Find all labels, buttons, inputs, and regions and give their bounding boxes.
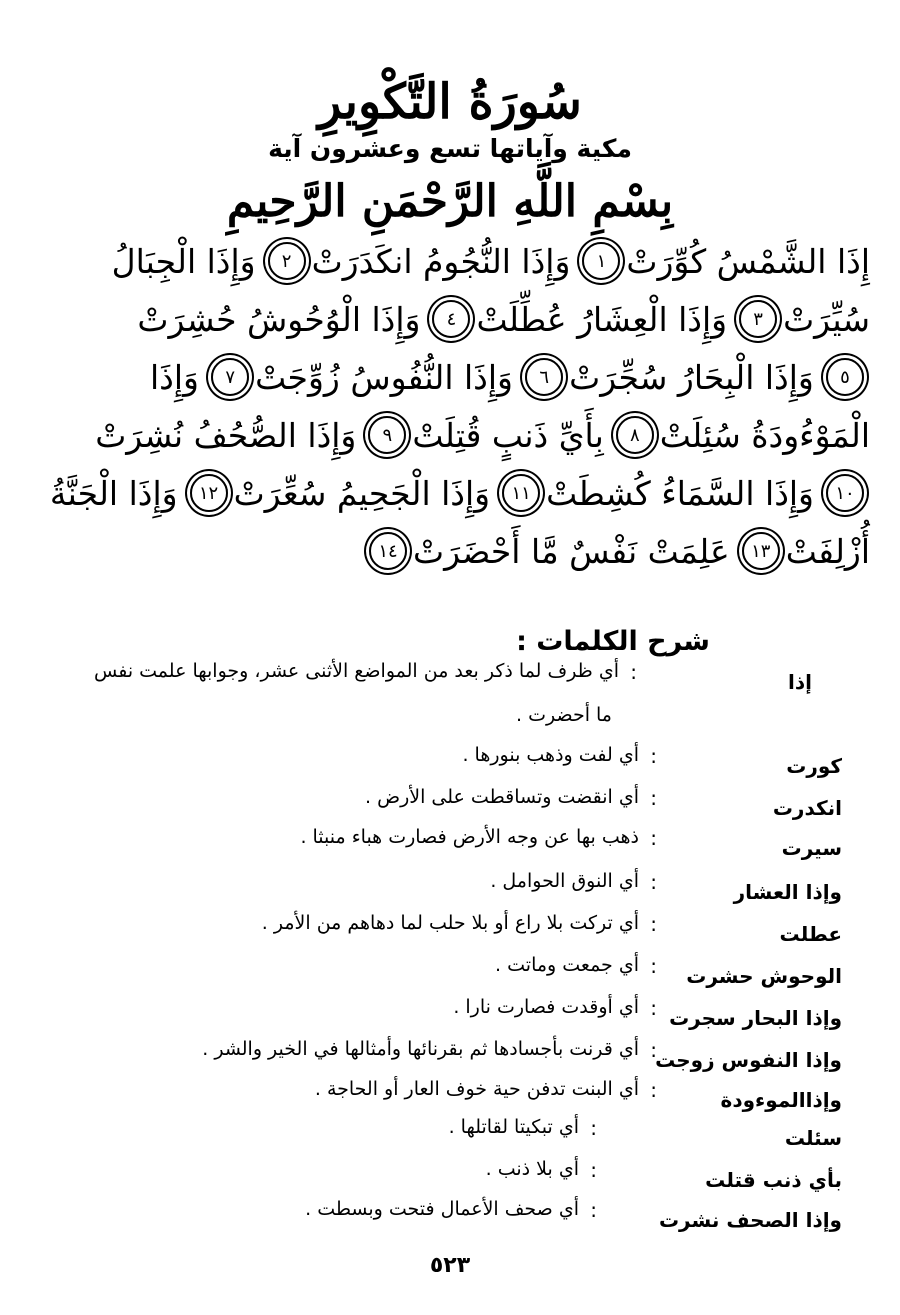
surah-title: سُورَةُ التَّكْوِيرِ	[318, 74, 582, 130]
glossary-definition: أي ظرف لما ذكر بعد من المواضع الأثنى عشر، وجوابها علمت نفس	[93, 660, 619, 682]
verse-segment	[262, 242, 571, 281]
glossary-word: كورت	[786, 754, 842, 778]
verse-text: وَإِذَا	[150, 357, 199, 397]
ayah-number-marker: ٥	[826, 358, 864, 396]
glossary-word: سئلت	[784, 1126, 842, 1150]
basmala: بِسْمِ اللَّهِ الرَّحْمَنِ الرَّحِيمِ	[226, 176, 674, 227]
verse-text: وَإِذَا الصُّحُفُ نُشِرَتْ	[95, 415, 357, 455]
glossary-entry	[0, 996, 900, 1036]
glossary-definition: ذهب بها عن وجه الأرض فصارت هباء منبثا .	[300, 826, 639, 848]
glossary-word: انكدرت	[772, 796, 842, 820]
glossary-colon: :	[650, 996, 657, 1020]
ayah-number-marker: ١٣	[742, 532, 780, 570]
glossary-definition-continuation: ما أحضرت .	[516, 704, 612, 726]
verse-segment	[736, 532, 870, 571]
verse-text: وَإِذَا الْجَحِيمُ سُعِّرَتْ	[233, 473, 491, 513]
glossary-entry	[0, 1116, 900, 1156]
verse-line	[111, 232, 870, 290]
glossary-word: بأي ذنب قتلت	[705, 1168, 842, 1192]
verse-text: عَلِمَتْ نَفْسٌ مَّا أَحْضَرَتْ	[413, 531, 730, 571]
glossary-entry	[0, 912, 900, 952]
verse-line	[150, 348, 870, 406]
verse-text: وَإِذَا الْجَنَّةُ	[49, 473, 178, 513]
ayah-number-marker: ٣	[739, 300, 777, 338]
glossary-word: وإذا العشار	[733, 880, 842, 904]
glossary-definition: أي جمعت وماتت .	[495, 954, 639, 976]
verse-segment	[820, 474, 870, 512]
glossary-word: وإذا النفوس زوجت	[655, 1048, 842, 1072]
verse-text: وَإِذَا النُّجُومُ انكَدَرَتْ	[311, 241, 571, 281]
glossary-entry	[0, 786, 900, 826]
glossary-colon: :	[590, 1116, 597, 1140]
verse-text: وَإِذَا الْعِشَارُ عُطِّلَتْ	[476, 299, 728, 339]
verses-block	[49, 232, 870, 580]
verse-segment	[137, 300, 420, 339]
glossary-definition: أي النوق الحوامل .	[490, 870, 639, 892]
glossary-definition: أي البنت تدفن حية خوف العار أو الحاجة .	[314, 1078, 639, 1100]
verse-segment	[205, 358, 513, 397]
glossary-definition: أي قرنت بأجسادها ثم بقرنائها وأمثالها في الخير والشر .	[202, 1038, 639, 1060]
glossary-colon: :	[650, 954, 657, 978]
verse-line	[137, 290, 870, 348]
verse-text: وَإِذَا النُّفُوسُ زُوِّجَتْ	[255, 357, 513, 397]
ayah-number-marker: ٢	[268, 242, 306, 280]
verse-line	[49, 464, 870, 522]
glossary-word: الوحوش حشرت	[686, 964, 842, 988]
verse-segment	[496, 474, 814, 513]
glossary-entry	[0, 1198, 900, 1238]
ayah-number-marker: ١٠	[826, 474, 864, 512]
glossary-entry	[0, 870, 900, 910]
surah-subtitle: مكية وآياتها تسع وعشرون آية	[268, 134, 632, 163]
glossary-colon: :	[650, 744, 657, 768]
glossary-word: إذا	[788, 670, 812, 694]
glossary-entry	[0, 954, 900, 994]
glossary-definition: أي تبكيتا لقاتلها .	[448, 1116, 579, 1138]
glossary-colon: :	[590, 1158, 597, 1182]
ayah-number-marker: ١٤	[369, 532, 407, 570]
verse-segment	[112, 242, 256, 281]
glossary-colon: :	[650, 912, 657, 936]
verse-text: وَإِذَا الْبِحَارُ سُجِّرَتْ	[569, 357, 814, 397]
glossary-word: وإذا البحار سجرت	[669, 1006, 842, 1030]
glossary-entry	[0, 1078, 900, 1118]
verse-segment	[820, 358, 870, 396]
glossary-word: وإذاالموءودة	[720, 1088, 842, 1112]
ayah-number-marker: ٤	[432, 300, 470, 338]
glossary-entry	[0, 660, 900, 726]
glossary-colon: :	[650, 786, 657, 810]
glossary-word: سيرت	[781, 836, 842, 860]
verse-segment	[610, 416, 870, 455]
verse-text: الْمَوْءُودَةُ سُئِلَتْ	[659, 415, 870, 455]
verse-text: وَإِذَا الْوُحُوشُ حُشِرَتْ	[137, 299, 421, 339]
verse-segment	[95, 416, 356, 455]
verse-text: إِذَا الشَّمْسُ كُوِّرَتْ	[626, 241, 870, 281]
glossary-colon: :	[650, 1078, 657, 1102]
verse-segment	[50, 474, 178, 513]
glossary-definition: أي انقضت وتساقطت على الأرض .	[365, 786, 639, 808]
verse-segment	[184, 474, 491, 513]
verse-text: أُزْلِفَتْ	[785, 531, 870, 571]
verse-segment	[733, 300, 870, 339]
glossary-definition: أي أوقدت فصارت نارا .	[453, 996, 639, 1018]
glossary-colon: :	[650, 870, 657, 894]
verse-text: سُيِّرَتْ	[783, 299, 870, 339]
ayah-number-marker: ٧	[211, 358, 249, 396]
verse-segment	[362, 416, 603, 455]
ayah-number-marker: ٦	[525, 358, 563, 396]
ayah-number-marker: ١	[582, 242, 620, 280]
verse-segment	[426, 300, 727, 339]
page-number: ٥٢٣	[429, 1253, 471, 1278]
verse-segment	[576, 242, 870, 281]
verse-segment	[150, 358, 199, 397]
glossary-colon: :	[650, 826, 657, 850]
glossary-definition: أي تركت بلا راع أو بلا حلب لما دهاهم من الأمر .	[261, 912, 639, 934]
glossary-definition: أي لفت وذهب بنورها .	[462, 744, 639, 766]
verse-text: بِأَيِّ ذَنبٍ قُتِلَتْ	[412, 415, 604, 455]
verse-line	[95, 406, 870, 464]
glossary-definition: أي صحف الأعمال فتحت وبسطت .	[305, 1198, 579, 1220]
ayah-number-marker: ١٢	[190, 474, 228, 512]
glossary-entry	[0, 744, 900, 784]
verse-segment	[519, 358, 814, 397]
glossary-heading: شرح الكلمات :	[516, 626, 710, 657]
glossary-entry	[0, 1158, 900, 1198]
glossary-word: وإذا الصحف نشرت	[658, 1208, 842, 1232]
glossary-entry	[0, 1038, 900, 1078]
ayah-number-marker: ٩	[368, 416, 406, 454]
verse-segment	[363, 532, 730, 571]
verse-line	[150, 522, 870, 580]
ayah-number-marker: ٨	[616, 416, 654, 454]
glossary-colon: :	[650, 1038, 657, 1062]
glossary-definition: أي بلا ذنب .	[485, 1158, 579, 1180]
glossary-colon: :	[590, 1198, 597, 1222]
glossary-word: عطلت	[779, 922, 842, 946]
glossary-colon: :	[630, 660, 637, 684]
glossary-entry	[0, 826, 900, 866]
verse-text: وَإِذَا الْجِبَالُ	[111, 241, 256, 281]
verse-text: وَإِذَا السَّمَاءُ كُشِطَتْ	[546, 473, 814, 513]
ayah-number-marker: ١١	[502, 474, 540, 512]
